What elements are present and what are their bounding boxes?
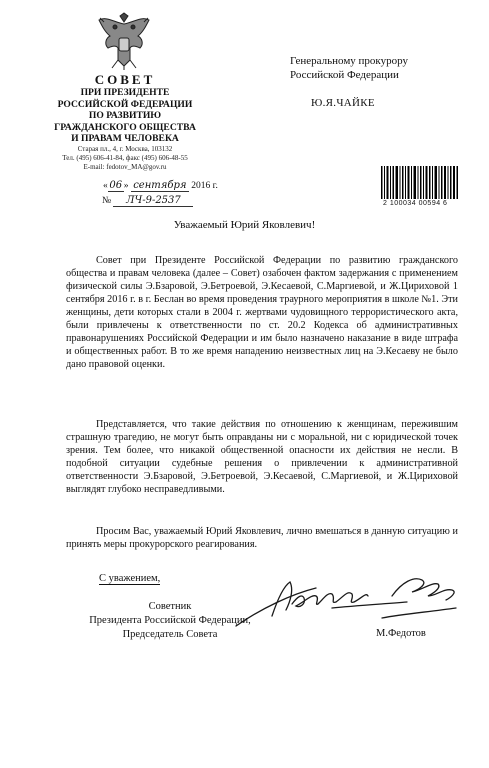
letter-date [103, 180, 218, 192]
number-label: № [102, 196, 112, 206]
barcode-number: 2 100034 00594 6 [383, 200, 448, 207]
address-line: Тел. (495) 606-41-84, факс (495) 606-48-55 [62, 154, 188, 162]
body-paragraph [66, 254, 458, 371]
date-month: сентября [131, 180, 189, 192]
date-close-quote: » [123, 181, 129, 191]
recipient-block [290, 54, 408, 82]
number-value: ЛЧ-9-2537 [113, 195, 193, 207]
closing: С уважением, [99, 573, 161, 584]
date-suffix: г. [212, 181, 218, 191]
body-paragraph [66, 525, 458, 551]
email-line: E-mail: fedotov_MA@gov.ru [83, 163, 167, 171]
date-open-quote: « [103, 181, 108, 191]
position-line: Президента Российской Федерации, [89, 615, 251, 626]
recipient-line: Российской Федерации [290, 69, 399, 81]
sender-subtitle-line: ПО РАЗВИТИЮ [88, 110, 162, 121]
paragraph-text: Просим Вас, уважаемый Юрий Яковлевич, лично вмешаться в данную ситуацию и принять меры прокурорского реагирования. [66, 526, 458, 550]
sender-subtitle-line: ГРАЖДАНСКОГО ОБЩЕСТВА [54, 121, 196, 133]
state-emblem-icon [96, 12, 152, 70]
sender-title: СОВЕТ [94, 72, 156, 87]
body-paragraph [66, 418, 458, 496]
date-day: 06 [109, 180, 123, 191]
sender-subtitle-line: ПРИ ПРЕЗИДЕНТЕ [80, 87, 170, 98]
paragraph-text: Совет при Президенте Российской Федерации по развитию гражданского общества и правам человека (далее – Совет) озабочен фактом задержания с применением физической силы Э.Бзаровой, Э.Бетроевой, Э.Кесаевой, С.Маргиевой, и Ж.Цириховой 1 сентября 2016 г. в г. Беслан во время проведения траурного мероприятия в школе №1. Эти женщины, дети которых стали в 2004 г. жертвами чудовищного террористического акта, были привлечены к ответственности по ст. 20.2 Кодекса об административных правонарушениях Российской Федерации и им было назначено наказание в виде штрафа и общественных работ. В то же время нападению неизвестных лиц на Э.Кесаеву не было дано правовой оценки. [66, 255, 458, 370]
paragraph-text: Представляется, что такие действия по отношению к женщинам, пережившим страшную трагедию, не могут быть оправданы ни с моральной, ни с юридической точек зрения. Тем более, что никакой общественной опасности их действия не несли. В подобной ситуации судебные решения о привлечении к административной ответственности Э.Бзаровой, Э.Бетроевой, Э.Кесаевой, С.Маргиевой, и Ж.Цириховой выглядят глубоко несправедливыми. [66, 419, 458, 495]
address-line: Старая пл., 4, г. Москва, 103132 [77, 145, 173, 153]
barcode-icon [381, 166, 459, 199]
signatory-name: М.Федотов [376, 628, 426, 639]
handwritten-signature [232, 568, 462, 638]
letter-number [102, 195, 193, 207]
sender-block [52, 72, 198, 145]
recipient-name: Ю.Я.ЧАЙКЕ [311, 97, 375, 109]
sender-subtitle-line: РОССИЙСКОЙ ФЕДЕРАЦИИ [57, 98, 193, 110]
recipient-line: Генеральному прокурору [290, 55, 408, 67]
date-year: 2016 [191, 181, 211, 191]
salutation: Уважаемый Юрий Яковлевич! [173, 219, 316, 231]
position-line: Председатель Совета [122, 629, 218, 640]
sender-address [50, 145, 200, 172]
position-line: Советник [148, 601, 192, 612]
sender-subtitle-line: И ПРАВАМ ЧЕЛОВЕКА [71, 133, 179, 144]
